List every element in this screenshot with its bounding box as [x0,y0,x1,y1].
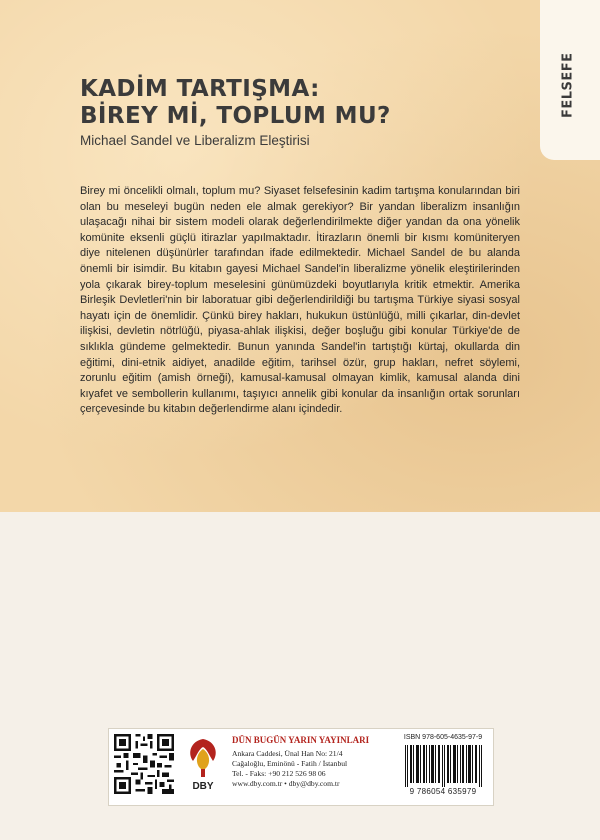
isbn-label: ISBN 978-605-4635-97-9 [403,734,483,741]
publisher-address-2: Cağaloğlu, Eminönü - Fatih / İstanbul [232,759,348,768]
publisher-web: www.dby.com.tr • dby@dby.com.tr [232,779,340,788]
qr-code-icon [114,734,174,794]
book-subtitle: Michael Sandel ve Liberalizm Eleştirisi [80,133,310,148]
publisher-address-1: Ankara Caddesi, Ünal Han No: 21/4 [232,749,343,758]
publisher-info [232,735,397,789]
book-title-line-2: BİREY Mİ, TOPLUM MU? [80,103,391,129]
publisher-name: DÜN BUGÜN YARIN YAYINLARI [232,735,370,745]
blurb-text: Birey mi öncelikli olmalı, toplum mu? Siyaset felsefesinin kadim tartışma konularından biri olan bu meseleyi bugün neden ele almak gerekiyor? Bir yandan liberalizm insanlığın ulaşacağı nihai bir sistem modeli olarak değerlendirilmekte diğer yandan da ona yönelik komünite eksenli güçlü itirazlar yapılmaktadır. İtirazların önemli bir kısmı komüniteryen diye nitelenen düşünürler tarafından ifade edilmektedir. Michael Sandel de bu alanda önemli bir isimdir. Bu kitabın gayesi Michael Sandel'in liberalizme yönelik eleştirilerinden yola çıkarak birey-toplum meselesini günümüzdeki boyutlarıyla kritik etmektir. Amerika Birleşik Devletleri'nin bir laboratuar gibi değerlendirildiği bu tartışma Türkiye siyasi sosyal hayatı için de önemlidir. Çünkü birey hakları, hukukun üstünlüğü, milli çıkarlar, din-devlet ilişkisi, devletin nötrlüğü, piyasa-ahlak ilişkisi, değer boşluğu gibi konular Türkiye'de de sıklıkla gündeme gelmektedir. Bunun yanında Sandel'in tartıştığı kürtaj, okullarda din eğitimi, dini-etnik aidiyet, anadilde eğitim, tarihsel özür, grup hakları, nefret söylemi, zorunlu eğitim (amish örneği), kamusal-kamusal olmayan kimlik, kamusal alanda dini kıyafet ve sembollerin kullanımı, taşıyıcı annelik gibi konular da insanlığın ortak sorunları çerçevesinde bu kitabın değerlendirme alanı içindedir. [80,185,520,416]
book-title-line-1: KADİM TARTIŞMA: [80,76,320,102]
publisher-logo [183,735,223,793]
barcode-number: 9 786054 635979 [409,787,477,796]
book-title [80,76,520,130]
publisher-logo-text: DBY [192,781,214,792]
category-tab-label: FELSEFE [560,52,576,118]
publisher-phone: Tel. - Faks: +90 212 526 98 06 [232,769,326,778]
